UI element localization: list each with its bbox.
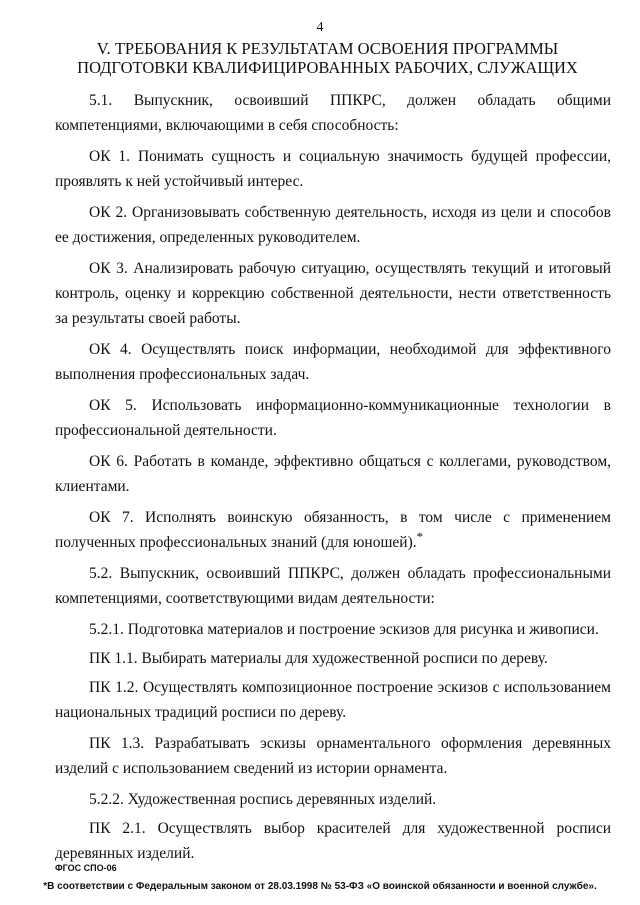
paragraph-ok-3: ОК 3. Анализировать рабочую ситуацию, осуществлять текущий и итоговый контроль, оценку и коррекцию собственной деятельности, нести ответственность за результаты своей работы. <box>55 260 611 327</box>
document-body <box>55 88 611 872</box>
footnote-marker: * <box>416 528 424 544</box>
paragraph-pk-1-1: ПК 1.1. Выбирать материалы для художественной росписи по дереву. <box>89 650 548 667</box>
paragraph-pk-2-1: ПК 2.1. Осуществлять выбор красителей для художественной росписи деревянных изделий. <box>55 820 611 862</box>
paragraph-pk-1-2: ПК 1.2. Осуществлять композиционное построение эскизов с использованием национальных традиций росписи по дереву. <box>55 679 611 721</box>
paragraph-ok-7-wrapper <box>55 505 611 555</box>
page-number: 4 <box>316 20 324 35</box>
footer-code: ФГОС СПО-06 <box>55 863 117 873</box>
paragraph-ok-5: ОК 5. Использовать информационно-коммуникационные технологии в профессиональной деятельности. <box>55 397 611 439</box>
paragraph-ok-1: ОК 1. Понимать сущность и социальную значимость будущей профессии, проявлять к ней устойчивый интерес. <box>55 148 611 190</box>
paragraph-ok-4: ОК 4. Осуществлять поиск информации, необходимой для эффективного выполнения профессиональных задач. <box>55 341 611 383</box>
section-heading: V. ТРЕБОВАНИЯ К РЕЗУЛЬТАТАМ ОСВОЕНИЯ ПРОГРАММЫ ПОДГОТОВКИ КВАЛИФИЦИРОВАННЫХ РАБОЧИХ, СЛУЖАЩИХ <box>77 39 578 77</box>
paragraph-pk-1-3: ПК 1.3. Разрабатывать эскизы орнаментального оформления деревянных изделий с использованием сведений из истории орнамента. <box>55 735 611 777</box>
paragraph-ok-7: ОК 7. Исполнять воинскую обязанность, в том числе с применением полученных профессиональных знаний (для юношей). <box>55 509 611 551</box>
paragraph-ok-6: ОК 6. Работать в команде, эффективно общаться с коллегами, руководством, клиентами. <box>55 453 611 495</box>
footnote: *В соответствии с Федеральным законом от 28.03.1998 № 53-ФЗ «О воинской обязанности и военной службе». <box>43 881 597 892</box>
paragraph-ok-2: ОК 2. Организовывать собственную деятельность, исходя из цели и способов ее достижения, определенных руководителем. <box>55 204 611 246</box>
paragraph-5-1: 5.1. Выпускник, освоивший ППКРС, должен обладать общими компетенциями, включающими в себя способность: <box>55 92 611 134</box>
paragraph-5-2-2: 5.2.2. Художественная роспись деревянных изделий. <box>89 791 437 808</box>
paragraph-5-2-1: 5.2.1. Подготовка материалов и построение эскизов для рисунка и живописи. <box>89 621 599 638</box>
paragraph-5-2: 5.2. Выпускник, освоивший ППКРС, должен обладать профессиональными компетенциями, соответствующими видам деятельности: <box>55 565 611 607</box>
